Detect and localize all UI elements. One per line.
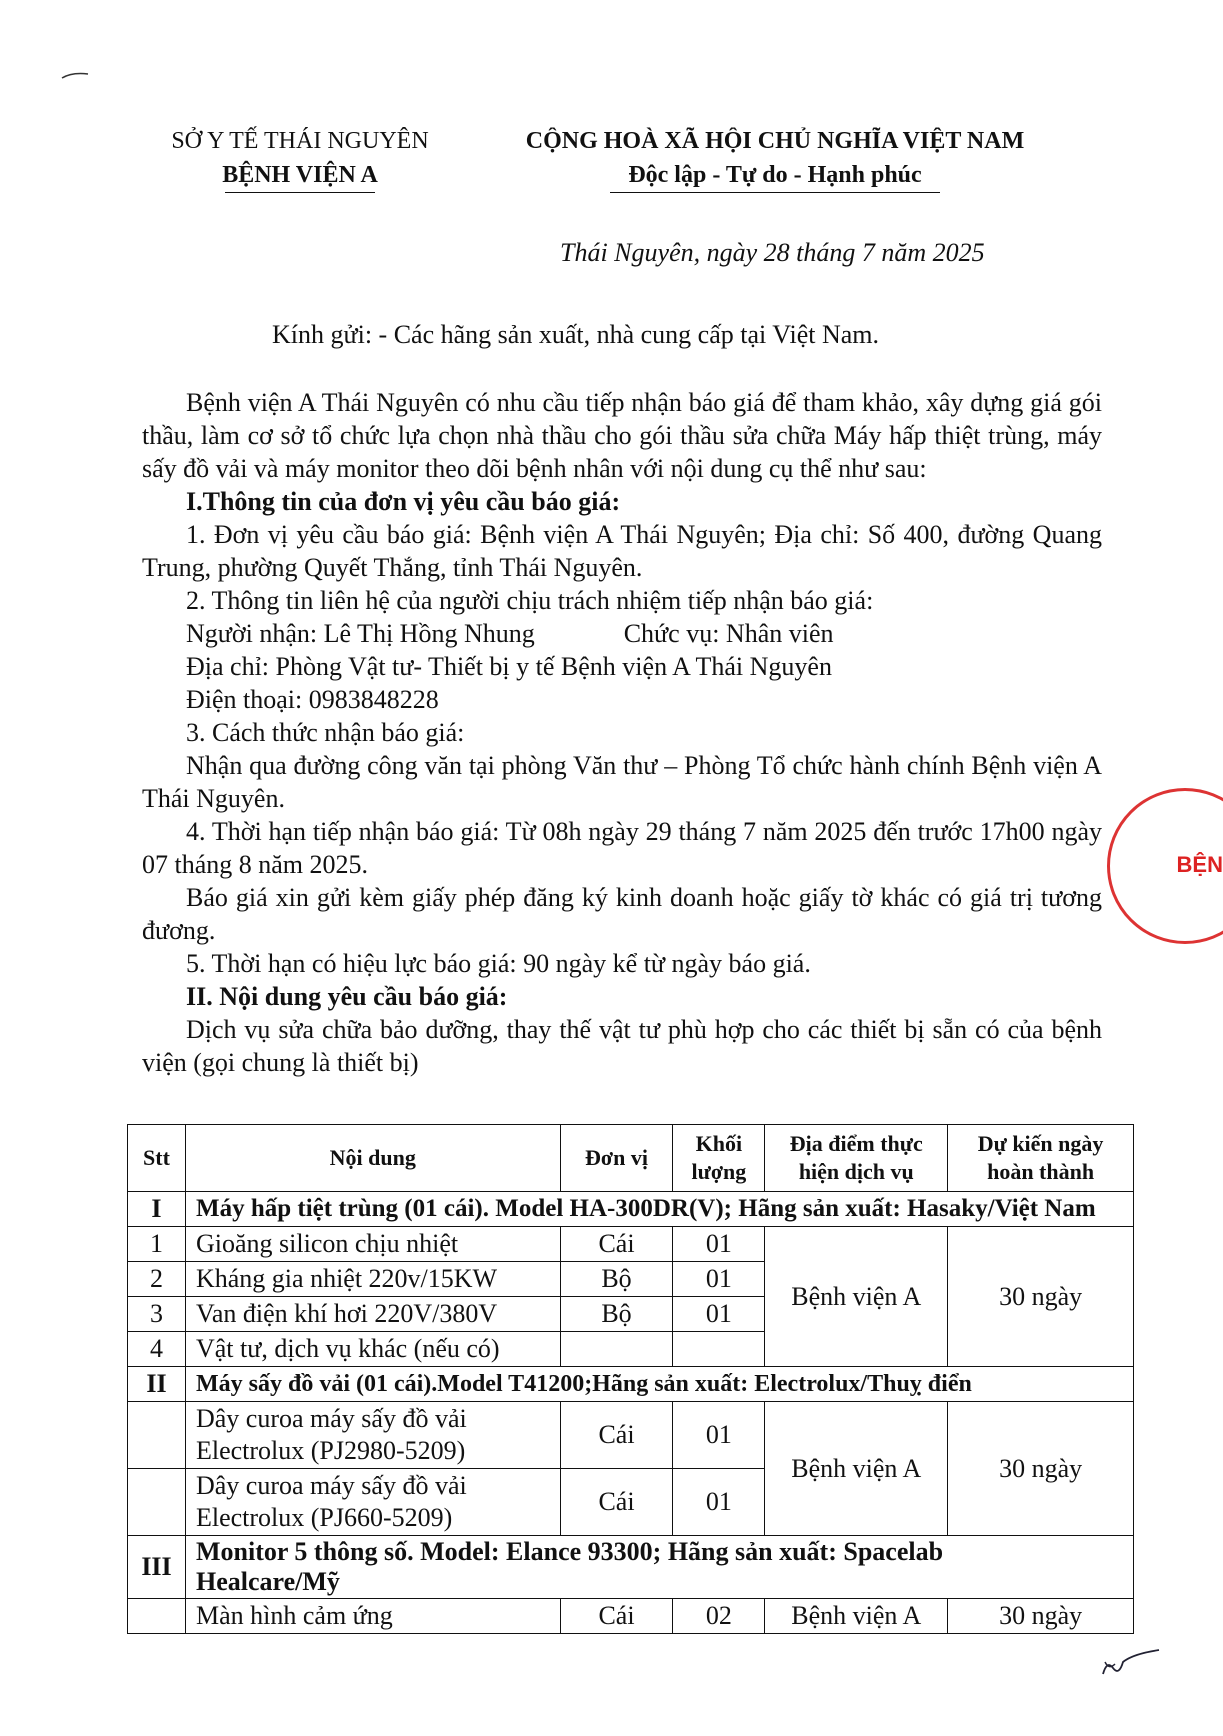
receiver-address: Địa chỉ: Phòng Vật tư- Thiết bị y tế Bệnh viện A Thái Nguyên (186, 652, 832, 681)
date-line: Thái Nguyên, ngày 28 tháng 7 năm 2025 (560, 238, 985, 267)
quote-table (127, 1124, 1134, 1634)
row-duration: 30 ngày (948, 1402, 1134, 1536)
row-stt (128, 1402, 186, 1469)
row-location: Bệnh viện A (765, 1227, 948, 1367)
section1-title: I.Thông tin của đơn vị yêu cầu báo giá: (186, 487, 621, 516)
stamp-text: BỆN (1176, 852, 1223, 877)
col-qty: Khối lượng (673, 1125, 765, 1192)
row-location: Bệnh viện A (765, 1599, 948, 1634)
section1-item1: 1. Đơn vị yêu cầu báo giá: Bệnh viện A Thái Nguyên; Địa chỉ: Số 400, đường Quang Trung, phường Quyết Thắng, tỉnh Thái Nguyên. (142, 520, 1102, 582)
recipient-line: Kính gửi: - Các hãng sản xuất, nhà cung cấp tại Việt Nam. (272, 320, 880, 349)
org-parent: SỞ Y TẾ THÁI NGUYÊN (171, 128, 429, 154)
document-body (142, 386, 1102, 1079)
row-unit: Cái (560, 1227, 673, 1262)
row-location: Bệnh viện A (765, 1402, 948, 1536)
table-row (128, 1599, 1134, 1634)
intro-paragraph: Bệnh viện A Thái Nguyên có nhu cầu tiếp nhận báo giá để tham khảo, xây dựng giá gói thầu, làm cơ sở tổ chức lựa chọn nhà thầu cho gói thầu sửa chữa Máy hấp thiệt trùng, máy sấy đồ vải và máy monitor theo dõi bệnh nhân với nội dung cụ thể như sau: (142, 388, 1102, 483)
contact-row (142, 617, 1102, 650)
row-content: Kháng gia nhiệt 220v/15KW (185, 1262, 560, 1297)
motto-underline (610, 192, 940, 193)
motto: Độc lập - Tự do - Hạnh phúc (628, 162, 922, 188)
section1-item4-note: Báo giá xin gửi kèm giấy phép đăng ký kinh doanh hoặc giấy tờ khác có giá trị tương đương. (142, 883, 1102, 945)
row-content-line1: Dây curoa máy sấy đồ vải (195, 1404, 467, 1433)
row-stt (128, 1599, 186, 1634)
signature-icon (1093, 1640, 1163, 1680)
row-unit: Cái (560, 1402, 673, 1469)
row-content (185, 1402, 560, 1469)
org-name: BỆNH VIỆN A (222, 162, 378, 188)
group-roman: II (128, 1367, 186, 1402)
row-qty: 02 (673, 1599, 765, 1634)
receiver-phone: Điện thoại: 0983848228 (186, 685, 439, 714)
section2-title: II. Nội dung yêu cầu báo giá: (186, 982, 508, 1011)
row-stt (128, 1469, 186, 1536)
table-row (128, 1402, 1134, 1469)
group-header-row (128, 1536, 1134, 1599)
row-content-line1: Dây curoa máy sấy đồ vải (195, 1471, 467, 1500)
row-stt: 2 (128, 1262, 186, 1297)
row-qty: 01 (673, 1297, 765, 1332)
group-header-row (128, 1367, 1134, 1402)
section1-item3: 3. Cách thức nhận báo giá: (186, 718, 465, 747)
row-stt: 3 (128, 1297, 186, 1332)
group-title: Máy sấy đồ vải (01 cái).Model T41200;Hãng sản xuất: Electrolux/Thuỵ điển (185, 1367, 1133, 1402)
row-qty: 01 (673, 1402, 765, 1469)
col-location: Địa điểm thực hiện dịch vụ (765, 1125, 948, 1192)
row-unit: Cái (560, 1599, 673, 1634)
row-content: Gioăng silicon chịu nhiệt (185, 1227, 560, 1262)
scan-mark-icon (60, 68, 90, 82)
col-unit: Đơn vị (560, 1125, 673, 1192)
row-stt: 4 (128, 1332, 186, 1367)
col-content: Nội dung (185, 1125, 560, 1192)
section1-item5: 5. Thời hạn có hiệu lực báo giá: 90 ngày kể từ ngày báo giá. (186, 949, 811, 978)
row-duration: 30 ngày (948, 1227, 1134, 1367)
row-unit: Bộ (560, 1297, 673, 1332)
group-roman: I (128, 1192, 186, 1227)
row-content: Van điện khí hơi 220V/380V (185, 1297, 560, 1332)
row-content-line2: Electrolux (PJ660-5209) (195, 1503, 453, 1532)
org-underline (225, 192, 375, 193)
row-qty: 01 (673, 1469, 765, 1536)
nation-title: CỘNG HOÀ XÃ HỘI CHỦ NGHĨA VIỆT NAM (525, 128, 1025, 154)
row-qty: 01 (673, 1262, 765, 1297)
receiver-name: Người nhận: Lê Thị Hồng Nhung (186, 619, 535, 648)
col-duration: Dự kiến ngày hoàn thành (948, 1125, 1134, 1192)
group-roman: III (128, 1536, 186, 1599)
row-content-line2: Electrolux (PJ2980-5209) (195, 1436, 466, 1465)
section1-item3-detail: Nhận qua đường công văn tại phòng Văn thư – Phòng Tổ chức hành chính Bệnh viện A Thái Nguyên. (142, 751, 1102, 813)
row-content (185, 1469, 560, 1536)
col-stt: Stt (128, 1125, 186, 1192)
row-unit: Bộ (560, 1262, 673, 1297)
row-unit (560, 1332, 673, 1367)
group-header-row (128, 1192, 1134, 1227)
section1-item4: 4. Thời hạn tiếp nhận báo giá: Từ 08h ngày 29 tháng 7 năm 2025 đến trước 17h00 ngày 07 tháng 8 năm 2025. (142, 817, 1102, 879)
group-title-line2: Healcare/Mỹ (195, 1567, 340, 1596)
row-qty: 01 (673, 1227, 765, 1262)
row-content: Vật tư, dịch vụ khác (nếu có) (185, 1332, 560, 1367)
section2-desc: Dịch vụ sửa chữa bảo dưỡng, thay thế vật tư phù hợp cho các thiết bị sẵn có của bệnh viện (gọi chung là thiết bị) (142, 1015, 1102, 1077)
row-qty (673, 1332, 765, 1367)
header-left (150, 124, 450, 193)
group-title (185, 1536, 1133, 1599)
row-unit: Cái (560, 1469, 673, 1536)
row-duration: 30 ngày (948, 1599, 1134, 1634)
section1-item2: 2. Thông tin liên hệ của người chịu trách nhiệm tiếp nhận báo giá: (186, 586, 874, 615)
row-stt: 1 (128, 1227, 186, 1262)
group-title: Máy hấp tiệt trùng (01 cái). Model HA-300DR(V); Hãng sản xuất: Hasaky/Việt Nam (185, 1192, 1133, 1227)
header-right (495, 124, 1055, 193)
receiver-position: Chức vụ: Nhân viên (623, 619, 834, 648)
table-row (128, 1227, 1134, 1262)
table-header-row (128, 1125, 1134, 1192)
group-title-line1: Monitor 5 thông số. Model: Elance 93300; Hãng sản xuất: Spacelab (195, 1537, 944, 1566)
row-content: Màn hình cảm ứng (185, 1599, 560, 1634)
